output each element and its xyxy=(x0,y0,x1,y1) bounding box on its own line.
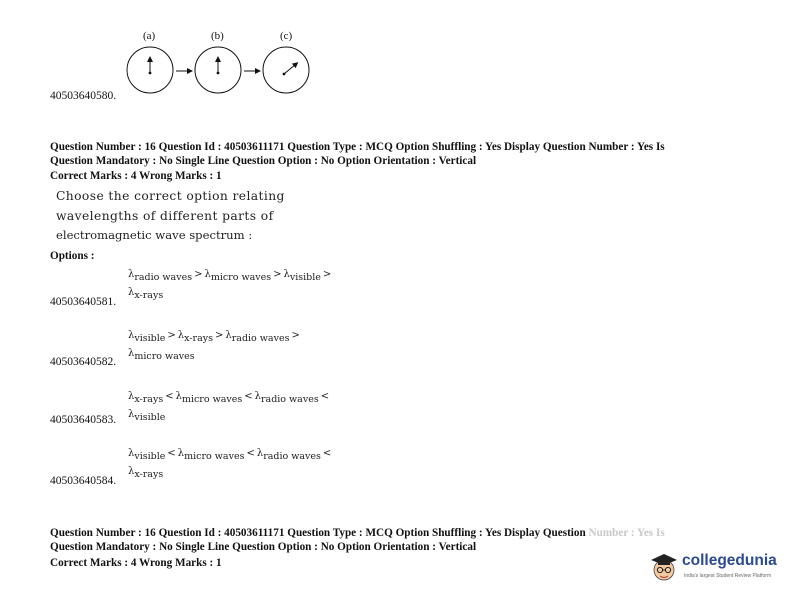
student-mascot-icon xyxy=(648,550,680,584)
option-1-id: 40503640581. xyxy=(50,296,117,308)
lambda-symbol: λ xyxy=(204,269,211,280)
option-4-line1 xyxy=(128,447,333,462)
diagram-option-id: 40503640580. xyxy=(50,90,117,102)
relation-symbol: > xyxy=(322,269,332,280)
relation-symbol: > xyxy=(273,269,282,280)
lambda-symbol: λ xyxy=(128,448,135,459)
lambda-symbol: λ xyxy=(128,466,135,477)
wavelength-subscript: visible xyxy=(134,333,166,344)
circles-diagram xyxy=(120,28,320,100)
collegedunia-logo[interactable] xyxy=(648,548,788,588)
next-question-meta-faded: Number : Yes Is xyxy=(588,527,665,539)
lambda-symbol: λ xyxy=(128,269,135,280)
option-3-line1 xyxy=(128,390,331,405)
wavelength-subscript: radio waves xyxy=(260,394,319,405)
option-3-line2 xyxy=(128,408,165,423)
wavelength-subscript: micro waves xyxy=(134,351,195,362)
next-question-meta-line1 xyxy=(50,526,665,540)
question-marks: Correct Marks : 4 Wrong Marks : 1 xyxy=(50,170,222,182)
circle-c xyxy=(263,47,309,93)
lambda-symbol: λ xyxy=(128,287,135,298)
lambda-symbol: λ xyxy=(128,391,135,402)
option-4[interactable] xyxy=(50,445,350,491)
option-4-line2 xyxy=(128,465,163,480)
relation-symbol: < xyxy=(320,391,330,402)
relation-symbol: > xyxy=(215,330,224,341)
option-1-line1 xyxy=(128,268,333,283)
lambda-symbol: λ xyxy=(128,330,135,341)
option-2-line1 xyxy=(128,329,302,344)
lambda-symbol: λ xyxy=(283,269,290,280)
option-1[interactable] xyxy=(50,266,350,312)
next-question-marks: Correct Marks : 4 Wrong Marks : 1 xyxy=(50,557,222,569)
relation-symbol: < xyxy=(322,448,332,459)
wavelength-subscript: x-rays xyxy=(134,469,164,480)
next-question-meta-line2: Question Mandatory : No Single Line Question Option : No Option Orientation : Vertical xyxy=(50,541,477,553)
lambda-symbol: λ xyxy=(128,409,135,420)
relation-symbol: > xyxy=(167,330,176,341)
wavelength-subscript: x-rays xyxy=(184,333,213,344)
option-2[interactable] xyxy=(50,327,350,373)
arrow-c xyxy=(284,64,296,74)
relation-symbol: < xyxy=(246,448,255,459)
logo-tagline: India's largest Student Review Platform xyxy=(684,573,772,579)
wavelength-subscript: radio waves xyxy=(263,451,321,462)
relation-symbol: < xyxy=(165,391,174,402)
diagram-label-a: (a) xyxy=(143,30,156,42)
lambda-symbol: λ xyxy=(177,330,185,341)
question-text xyxy=(56,187,285,246)
relation-symbol: > xyxy=(291,330,300,341)
option-3[interactable] xyxy=(50,388,350,434)
wavelength-subscript: radio waves xyxy=(231,333,290,344)
wavelength-subscript: micro waves xyxy=(210,272,272,283)
relation-symbol: < xyxy=(244,391,253,402)
lambda-symbol: λ xyxy=(225,330,232,341)
wavelength-subscript: x-rays xyxy=(134,394,164,405)
lambda-symbol: λ xyxy=(256,448,264,459)
wavelength-subscript: visible xyxy=(289,272,321,283)
next-question-meta-text: Question Number : 16 Question Id : 40503611171 Question Type : MCQ Option Shuffling : Yes Display Question xyxy=(50,527,586,539)
diagram-label-b: (b) xyxy=(211,30,224,42)
relation-symbol: > xyxy=(194,269,203,280)
lambda-symbol: λ xyxy=(177,448,185,459)
wavelength-subscript: x-rays xyxy=(134,290,164,301)
question-meta-line2: Question Mandatory : No Single Line Question Option : No Option Orientation : Vertical xyxy=(50,155,477,167)
diagram-label-c: (c) xyxy=(280,30,293,42)
question-text-line: wavelengths of different parts of xyxy=(56,208,274,223)
options-label: Options : xyxy=(50,250,95,262)
lambda-symbol: λ xyxy=(128,348,135,359)
option-2-id: 40503640582. xyxy=(50,356,117,368)
wavelength-subscript: radio waves xyxy=(134,272,193,283)
wavelength-subscript: visible xyxy=(134,412,166,423)
option-1-line2 xyxy=(128,286,163,301)
option-4-id: 40503640584. xyxy=(50,475,117,487)
relation-symbol: < xyxy=(167,448,176,459)
wavelength-subscript: visible xyxy=(134,451,166,462)
option-2-line2 xyxy=(128,347,195,362)
question-text-line: electromagnetic wave spectrum : xyxy=(56,228,253,242)
lambda-symbol: λ xyxy=(254,391,261,402)
logo-wordmark: collegedunia xyxy=(682,552,777,569)
question-meta-line1: Question Number : 16 Question Id : 40503611171 Question Type : MCQ Option Shuffling : Yes Display Question Number : Yes Is xyxy=(50,141,665,153)
lambda-symbol: λ xyxy=(175,391,182,402)
wavelength-subscript: micro waves xyxy=(184,451,245,462)
wavelength-subscript: micro waves xyxy=(181,394,243,405)
question-text-line: Choose the correct option relating xyxy=(56,189,285,203)
option-3-id: 40503640583. xyxy=(50,414,117,426)
